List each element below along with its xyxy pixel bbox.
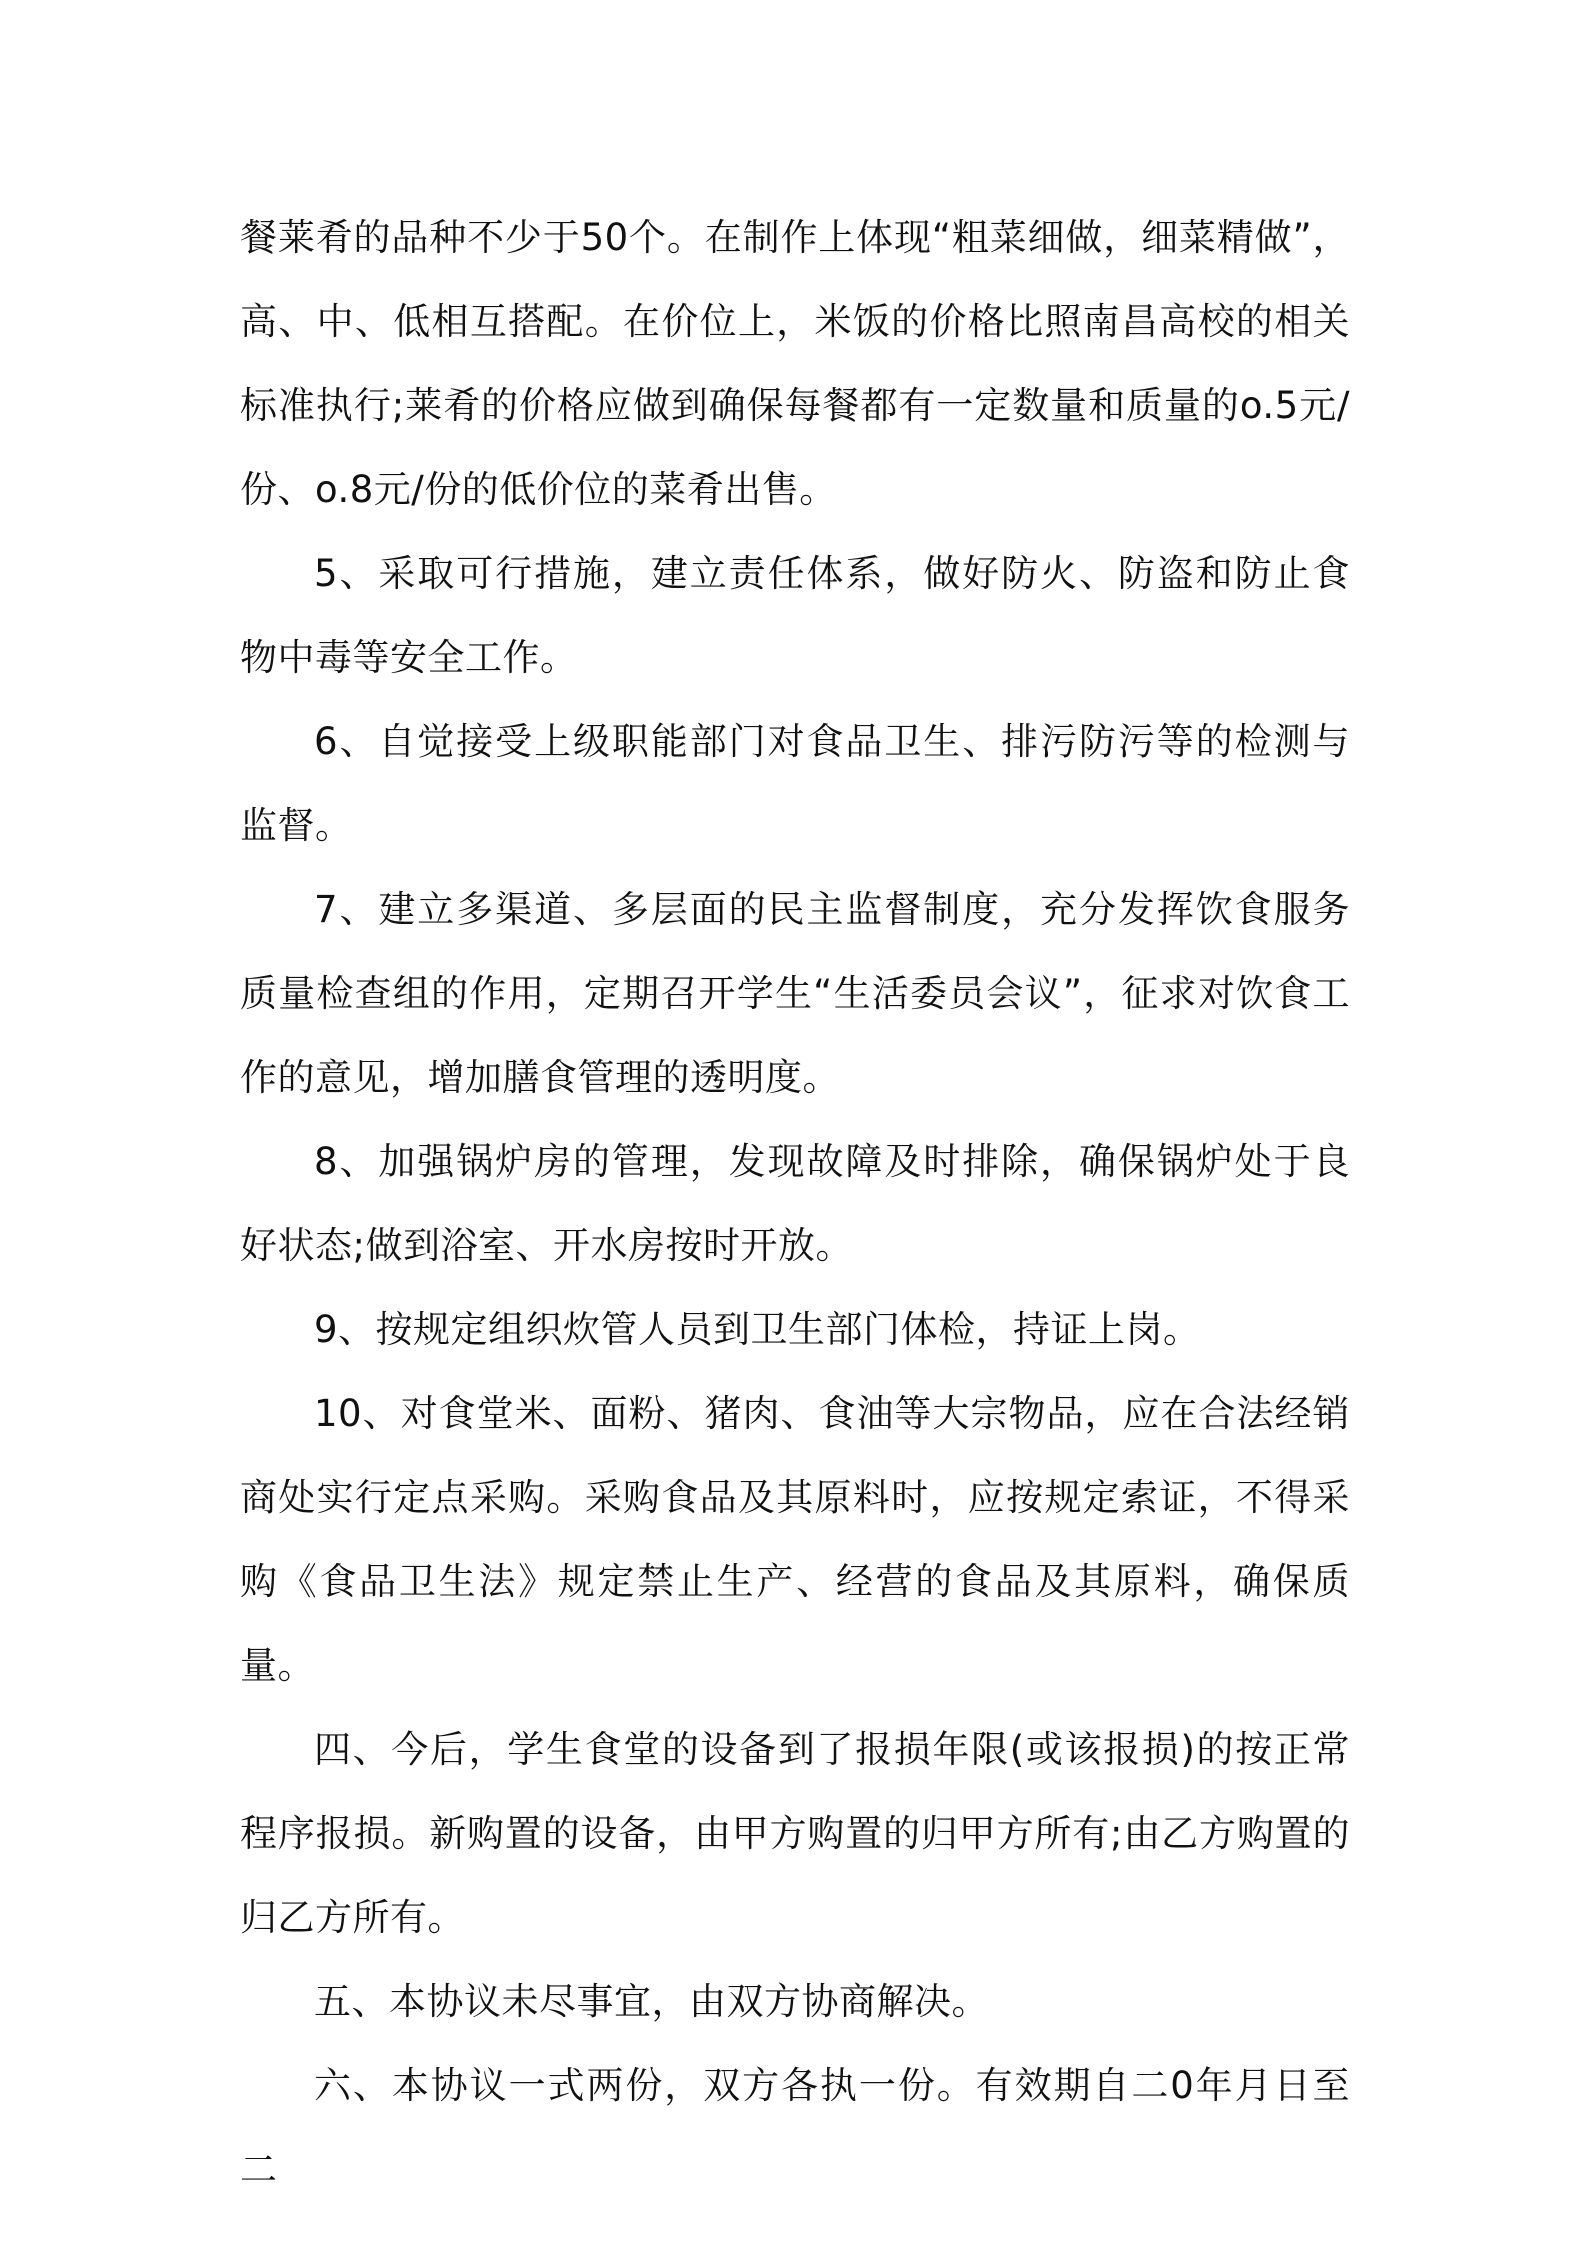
paragraph-section-6: 六、本协议一式两份，双方各执一份。有效期自二0年月日至二 [240, 2064, 1350, 2191]
paragraph-item-9: 9、按规定组织炊管人员到卫生部门体检，持证上岗。 [314, 1308, 1201, 1351]
paragraph-item-7: 7、建立多渠道、多层面的民主监督制度，充分发挥饮食服务质量检查组的作用，定期召开学生“生活委员会议”，征求对饮食工作的意见，增加膳食管理的透明度。 [240, 888, 1350, 1099]
paragraph-section-5: 五、本协议未尽事宜，由双方协商解决。 [314, 1980, 989, 2023]
paragraph-section-4: 四、今后，学生食堂的设备到了报损年限(或该报损)的按正常程序报损。新购置的设备，由甲方购置的归甲方所有;由乙方购置的归乙方所有。 [240, 1728, 1350, 1939]
paragraph-item-6: 6、自觉接受上级职能部门对食品卫生、排污防污等的检测与监督。 [240, 720, 1350, 847]
paragraph-continued: 餐莱肴的品种不少于50个。在制作上体现“粗菜细做，细菜精做”，高、中、低相互搭配。在价位上，米饭的价格比照南昌高校的相关标准执行;莱肴的价格应做到确保每餐都有一定数量和质量的o.5元/份、o.8元/份的低价位的菜肴出售。 [240, 216, 1350, 511]
paragraph-item-10: 10、对食堂米、面粉、猪肉、食油等大宗物品，应在合法经销商处实行定点采购。采购食品及其原料时，应按规定索证，不得采购《食品卫生法》规定禁止生产、经营的食品及其原料，确保质量。 [240, 1392, 1350, 1687]
document-body [240, 196, 1350, 2212]
paragraph-item-8: 8、加强锅炉房的管理，发现故障及时排除，确保锅炉处于良好状态;做到浴室、开水房按时开放。 [240, 1140, 1350, 1267]
paragraph-item-5: 5、采取可行措施，建立责任体系，做好防火、防盗和防止食物中毒等安全工作。 [240, 552, 1350, 679]
